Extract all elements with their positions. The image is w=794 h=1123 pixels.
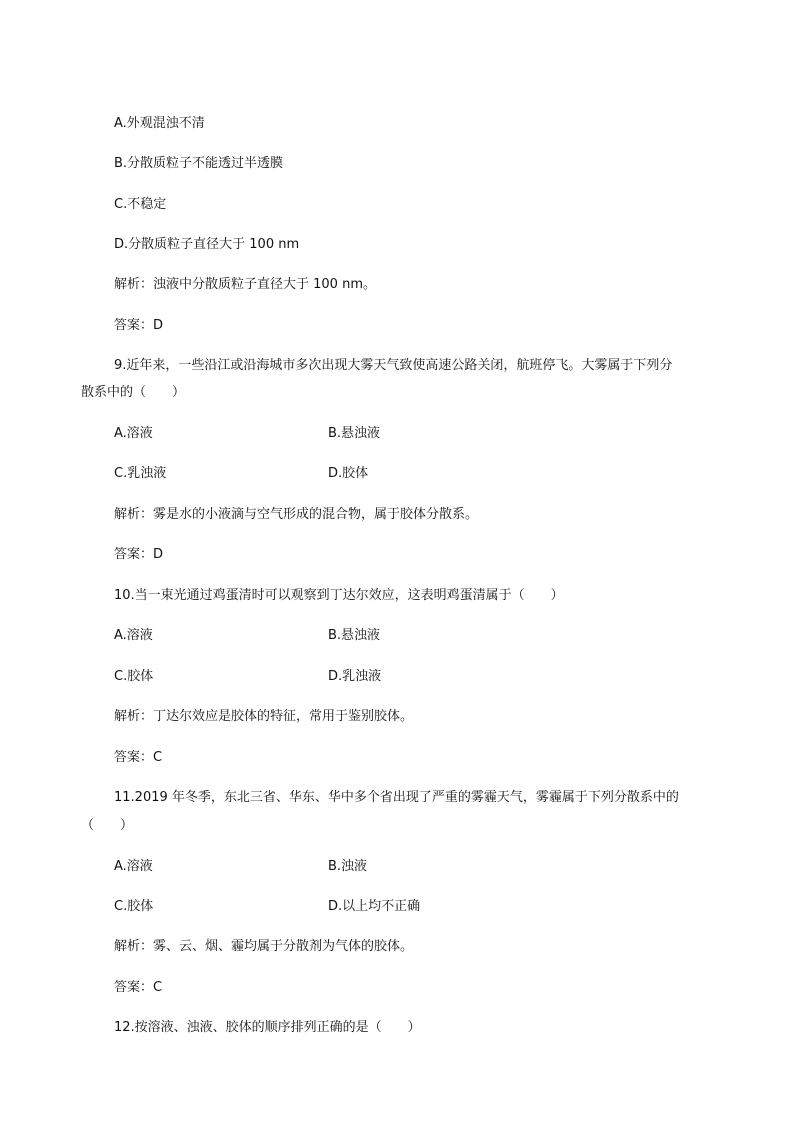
q11-option-d: D.以上均不正确 <box>328 899 421 914</box>
q11-option-a: A.溶液 <box>114 859 153 874</box>
q12-stem-line1: 12.按溶液、浊液、胶体的顺序排列正确的是（ ） <box>114 1020 421 1035</box>
q8-option-d: D.分散质粒子直径大于 100 nm <box>114 237 300 252</box>
q8-answer: 答案：D <box>114 318 164 333</box>
q8-option-b: B.分散质粒子不能透过半透膜 <box>114 156 284 171</box>
q10-option-c: C.胶体 <box>114 669 154 684</box>
q9-analysis: 解析：雾是水的小液滴与空气形成的混合物，属于胶体分散系。 <box>114 507 479 522</box>
q10-analysis: 解析：丁达尔效应是胶体的特征，常用于鉴别胶体。 <box>114 709 414 724</box>
q9-option-d: D.胶体 <box>328 466 369 481</box>
q11-option-b: B.浊液 <box>328 859 368 874</box>
q10-option-d: D.乳浊液 <box>328 669 382 684</box>
q10-option-b: B.悬浊液 <box>328 628 381 643</box>
q11-answer: 答案：C <box>114 980 163 995</box>
q11-stem-line2: （ ） <box>81 818 134 833</box>
q10-answer: 答案：C <box>114 750 163 765</box>
q8-option-a: A.外观混浊不清 <box>114 116 205 131</box>
q9-option-a: A.溶液 <box>114 426 153 441</box>
q11-stem-line1: 11.2019 年冬季，东北三省、华东、华中多个省出现了严重的雾霾天气，雾霾属于下列分散系中的 <box>114 790 679 805</box>
q11-analysis: 解析：雾、云、烟、霾均属于分散剂为气体的胶体。 <box>114 939 414 954</box>
q9-stem-line1: 9.近年来，一些沿江或沿海城市多次出现大雾天气致使高速公路关闭，航班停飞。大雾属于下列分 <box>114 358 673 373</box>
q9-stem-line2: 散系中的（ ） <box>81 385 186 400</box>
q10-stem-line1: 10.当一束光通过鸡蛋清时可以观察到丁达尔效应，这表明鸡蛋清属于（ ） <box>114 588 564 603</box>
q8-analysis: 解析：浊液中分散质粒子直径大于 100 nm。 <box>114 277 376 292</box>
q9-option-b: B.悬浊液 <box>328 426 381 441</box>
q11-option-c: C.胶体 <box>114 899 154 914</box>
q8-option-c: C.不稳定 <box>114 197 167 212</box>
q9-option-c: C.乳浊液 <box>114 466 167 481</box>
q10-option-a: A.溶液 <box>114 628 153 643</box>
q9-answer: 答案：D <box>114 547 164 562</box>
